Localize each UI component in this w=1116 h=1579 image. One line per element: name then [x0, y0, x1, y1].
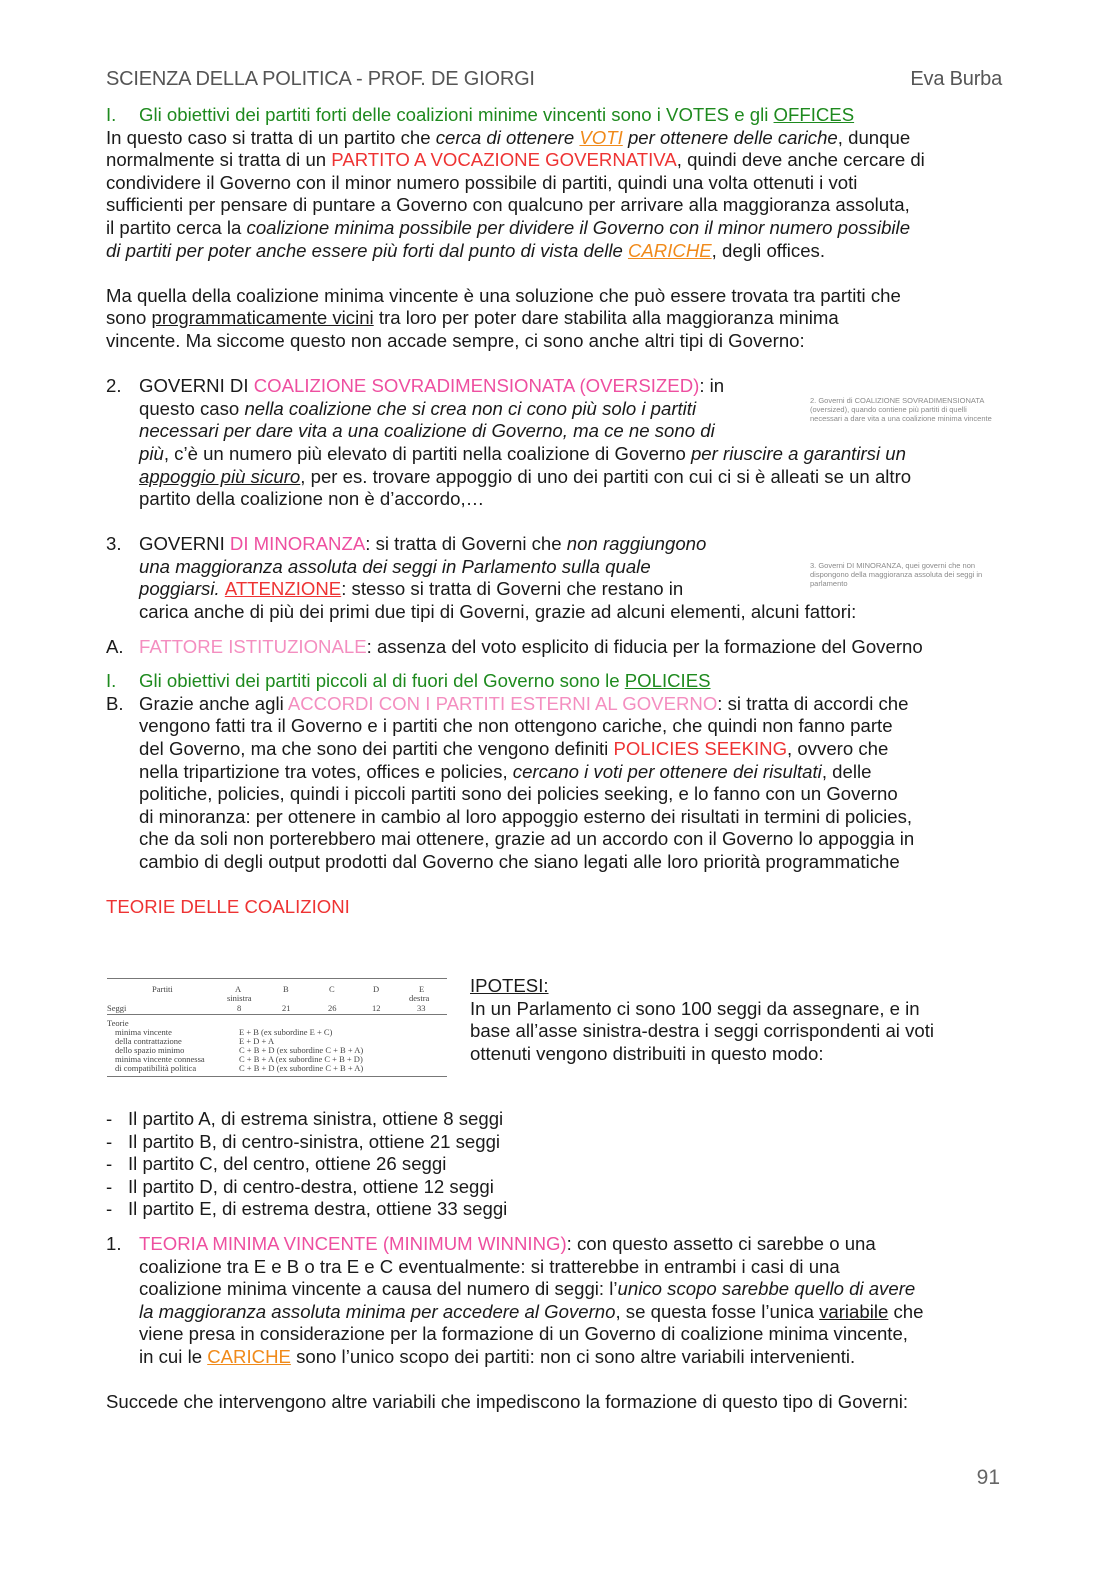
coalition-table: Partiti A B C D E sinistra destra Seggi 8 21 26 12 33 Teorie minima vincente E + B (ex subordine E + C) della contrattazione E + D + A dello spazio minimo C + B + D (ex subordine C + B + A) minima vincente connessa C + B + A (ex subordine C + B + D) di compatibilità politica C + B + D (ex subordine C + B + A): [107, 978, 447, 1080]
paragraph-line: sono programmaticamente vicini tra loro per poter dare stabilita alla maggioranza minima: [106, 307, 839, 329]
list-item: - Il partito C, del centro, ottiene 26 seggi: [106, 1153, 447, 1175]
lettered-item-a: A. FATTORE ISTITUZIONALE: assenza del voto esplicito di fiducia per la formazione del Governo: [106, 635, 923, 657]
roman-item-votes-offices: I. Gli obiettivi dei partiti forti delle coalizioni minime vincenti sono i VOTES e gli OFFICES: [106, 104, 855, 125]
numbered-item-minoranza: 3. GOVERNI DI MINORANZA: si tratta di Governi che non raggiungono: [106, 533, 707, 555]
paragraph-line: condividere il Governo con il minor numero possibile di partiti, quindi una volta ottenuti i voti: [106, 171, 858, 193]
list-item: - Il partito B, di centro-sinistra, ottiene 21 seggi: [106, 1130, 501, 1152]
paragraph-line: In questo caso si tratta di un partito che cerca di ottenere VOTI per ottenere delle cariche, dunque: [106, 126, 911, 148]
lower-body: - Il partito A, di estrema sinistra, ottiene 8 seggi - Il partito B, di centro-sinistra, ottiene 21 seggi - Il partito C, del centro, ottiene 26 seggi - Il partito D, di centro-destra, ottiene 12 seggi - Il partito E, di estrema destra, ottiene 33 seggi 1. TEORIA MINIMA VINCENTE (MINIMUM WINNING): con questo assetto ci sarebbe o una coalizione tra E e B o tra E e C eventualmente: si tratterebbe in entrambi i casi di una coalizione minima vincente a causa del numero di seggi: l’unico scopo sarebbe quello di avere la maggioranza assoluta minima per accedere al Governo, se questa fosse l’unica variabile che viene presa in considerazione per la formazione di un Governo di coalizione minima vincente, in cui le CARICHE sono l’unico scopo dei partiti: non ci sono altre variabili intervenienti. Succede che intervengono altre variabili che impediscono la formazione di questo tipo di Governi:: [106, 1108, 1006, 1414]
section-heading-teorie: TEORIE DELLE COALIZIONI: [106, 896, 350, 918]
paragraph-line: il partito cerca la coalizione minima possibile per dividere il Governo con il minor numero possibile: [106, 216, 911, 238]
list-item: - Il partito D, di centro-destra, ottiene 12 seggi: [106, 1175, 494, 1197]
paragraph-line: sufficienti per pensare di puntare a Governo con qualcuno per arrivare alla maggioranza assoluta,: [106, 194, 910, 216]
paragraph-line: di partiti per poter anche essere più forti dal punto di vista delle CARICHE, degli offices.: [106, 239, 826, 261]
paragraph-line: Ma quella della coalizione minima vincente è una soluzione che può essere trovata tra partiti che: [106, 284, 901, 306]
header-title: SCIENZA DELLA POLITICA - PROF. DE GIORGI: [106, 68, 535, 90]
ipotesi-heading: IPOTESI:: [470, 975, 549, 996]
lettered-item-b: B. Grazie anche agli ACCORDI CON I PARTITI ESTERNI AL GOVERNO: si tratta di accordi che: [106, 692, 909, 714]
page-body: I. Gli obiettivi dei partiti forti delle coalizioni minime vincenti sono i VOTES e gli OFFICES In questo caso si tratta di un partito che cerca di ottenere VOTI per ottenere delle cariche, dunque normalmente si tratta di un PARTITO A VOCAZIONE GOVERNATIVA, quindi deve anche cercare di condividere il Governo con il minor numero possibile di partiti, quindi una volta ottenuti i voti sufficienti per pensare di puntare a Governo con qualcuno per arrivare alla maggioranza assoluta, il partito cerca la coalizione minima possibile per dividere il Governo con il minor numero possibile di partiti per poter anche essere più forti dal punto di vista delle CARICHE, degli offices. Ma quella della coalizione minima vincente è una soluzione che può essere trovata tra partiti che sono programmaticamente vicini tra loro per poter dare stabilita alla maggioranza minima vincente. Ma siccome questo non accade sempre, ci sono anche altri tipi di Governo: 2. GOVERNI DI COALIZIONE SOVRADIMENSIONATA (OVERSIZED): in questo caso nella coalizione che si crea non ci cono più solo i partiti necessari per dare vita a una coalizione di Governo, ma ce ne sono di più, c’è un numero più elevato di partiti nella coalizione di Governo per riuscire a garantirsi un appoggio più sicuro, per es. trovare appoggio di uno dei partiti con cui ci si è alleati se un altro partito della coalizione non è d’accordo,… 3. GOVERNI DI MINORANZA: si tratta di Governi che non raggiungono una maggioranza assoluta dei seggi in Parlamento sulla quale poggiarsi. ATTENZIONE: stesso si tratta di Governi che restano in carica anche di più dei primi due tipi di Governi, grazie ad alcuni elementi, alcuni fattori: A. FATTORE ISTITUZIONALE: assenza del voto esplicito di fiducia per la formazione del Governo I. Gli obiettivi dei partiti piccoli al di fuori del Governo sono le POLICIES B. Grazie anche agli ACCORDI CON I PARTITI ESTERNI AL GOVERNO: si tratta di accordi che vengono fatti tra il Governo e i partiti che non ottengono cariche, che quindi non fanno parte del Governo, ma che sono dei partiti che vengono definiti POLICIES SEEKING, ovvero che nella tripartizione tra votes, offices e policies, cercano i voti per ottenere dei risultati, delle politiche, policies, quindi i piccoli partiti sono dei policies seeking, e lo fanno con un Governo di minoranza: per ottenere in cambio al loro appoggio esterno dei risultati in termini di policies, che da soli non porterebbero mai ottenere, grazie ad un accordo con il Governo lo appoggia in cambio di degli output prodotti dal Governo che siano legati alle loro priorità programmatiche TEORIE DELLE COALIZIONI: [106, 104, 1006, 919]
numbered-item-minimum-winning: 1. TEORIA MINIMA VINCENTE (MINIMUM WINNING): con questo assetto ci sarebbe o una: [106, 1232, 876, 1254]
list-item: - Il partito E, di estrema destra, ottiene 33 seggi: [106, 1198, 508, 1220]
list-item: - Il partito A, di estrema sinistra, ottiene 8 seggi: [106, 1108, 504, 1129]
page-number: 91: [976, 1466, 1000, 1489]
paragraph-line: vincente. Ma siccome questo non accade sempre, ci sono anche altri tipi di Governo:: [106, 329, 805, 351]
ipotesi-block: IPOTESI: In un Parlamento ci sono 100 seggi da assegnare, e in base all’asse sinistra-destra i seggi corrispondenti ai voti ottenuti vengono distribuiti in questo modo:: [470, 975, 1010, 1065]
closing-paragraph: Succede che intervengono altre variabili che impediscono la formazione di questo tipo di Governi:: [106, 1391, 909, 1413]
roman-item-policies: I. Gli obiettivi dei partiti piccoli al di fuori del Governo sono le POLICIES: [106, 670, 711, 692]
header-author: Eva Burba: [910, 68, 1002, 90]
side-note-oversized: 2. Governi di COALIZIONE SOVRADIMENSIONATA (oversized), quando contiene più partiti di quelli necessari a dare vita a una coalizione minima vincente: [810, 396, 992, 423]
side-note-minoranza: 3. Governi DI MINORANZA, quei governi che non dispongono della maggioranza assoluta dei seggi in parlamento: [810, 561, 983, 588]
numbered-item-oversized: 2. GOVERNI DI COALIZIONE SOVRADIMENSIONATA (OVERSIZED): in: [106, 375, 725, 397]
paragraph-line: normalmente si tratta di un PARTITO A VOCAZIONE GOVERNATIVA, quindi deve anche cercare di: [106, 149, 925, 171]
